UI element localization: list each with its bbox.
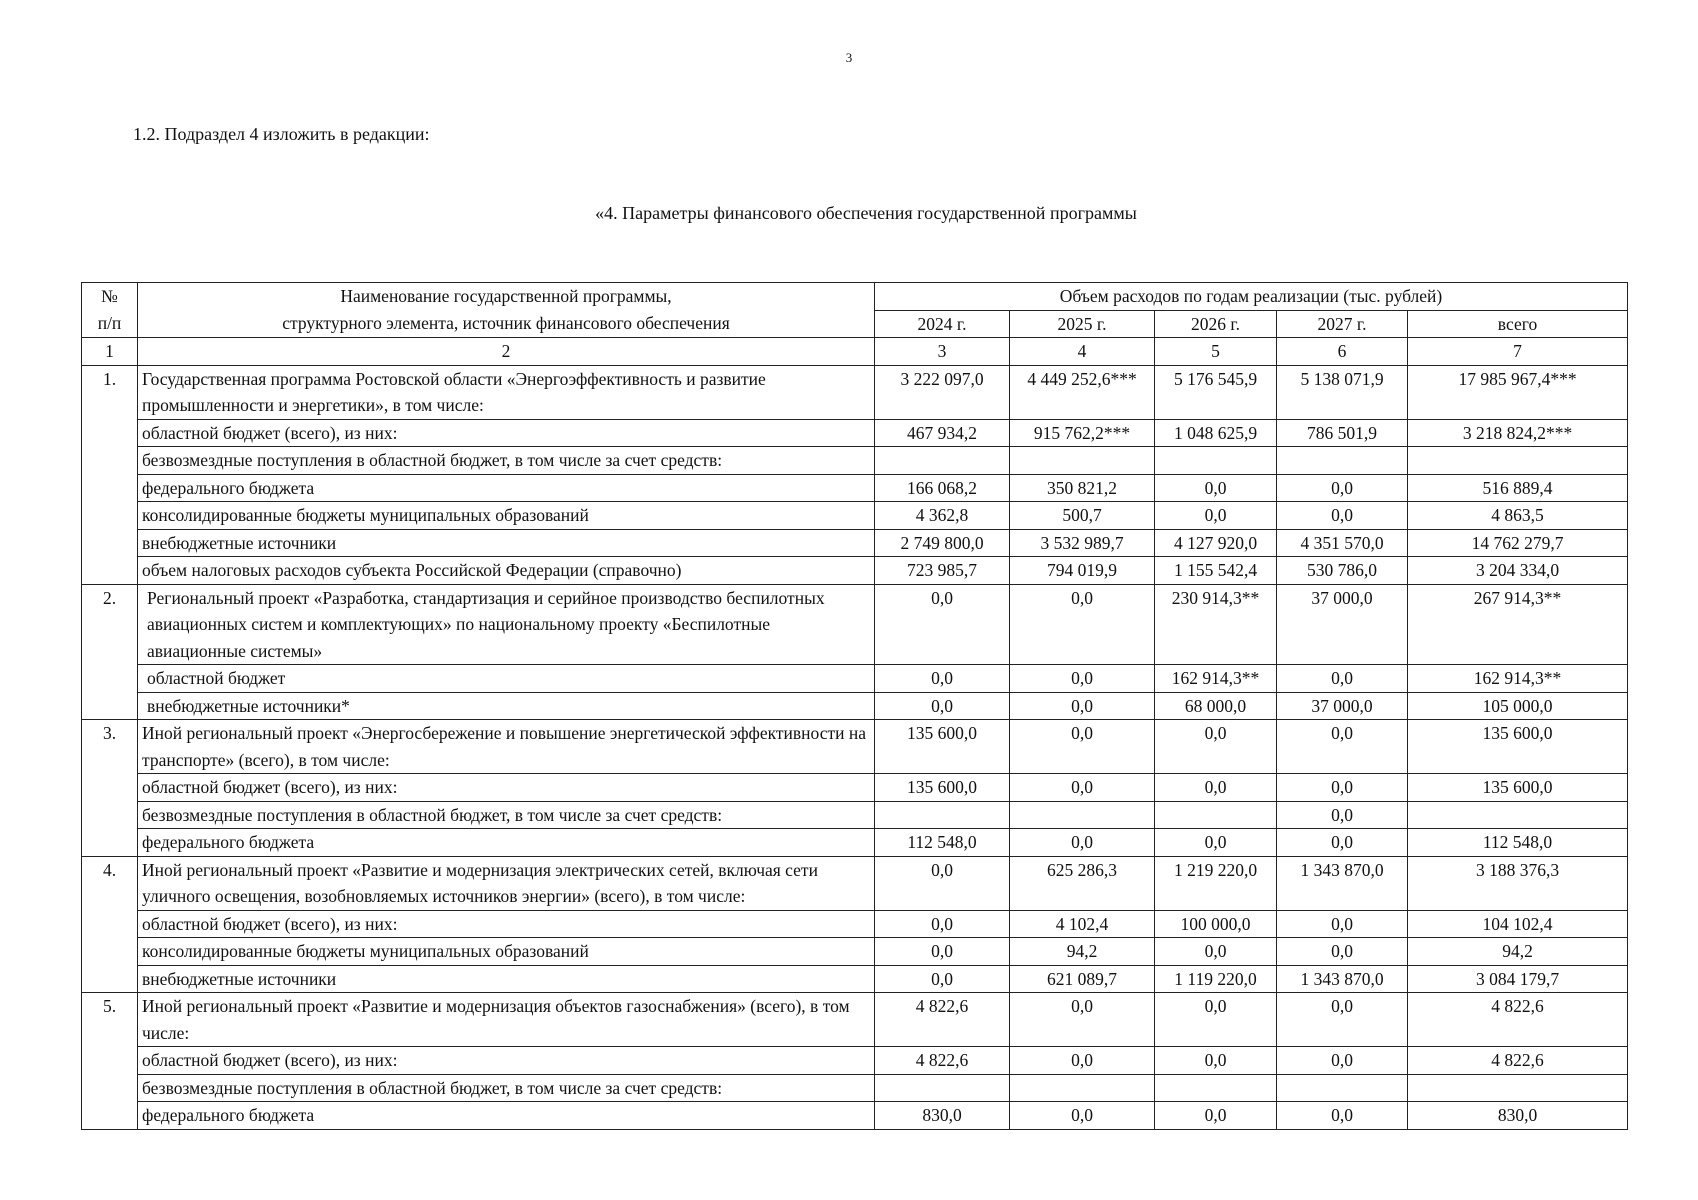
value-total: 4 822,6 [1408,1047,1628,1075]
financing-table [81,282,1628,1130]
value-year: 4 102,4 [1010,910,1155,938]
value-year: 1 048 625,9 [1155,419,1277,447]
value-year: 0,0 [1277,938,1408,966]
value-year: 0,0 [1010,720,1155,774]
value-year: 37 000,0 [1277,692,1408,720]
value-year: 0,0 [1277,829,1408,857]
value-year: 0,0 [1277,665,1408,693]
row-name: консолидированные бюджеты муниципальных образований [138,938,875,966]
header-total: всего [1408,310,1628,338]
value-year: 0,0 [875,584,1010,665]
value-year: 0,0 [1277,474,1408,502]
table-row [82,965,1628,993]
value-year: 0,0 [875,692,1010,720]
value-total: 3 188 376,3 [1408,856,1628,910]
value-year: 4 351 570,0 [1277,529,1408,557]
value-year: 915 762,2*** [1010,419,1155,447]
header-year: 2026 г. [1155,310,1277,338]
value-year: 94,2 [1010,938,1155,966]
row-name: Иной региональный проект «Развитие и модернизация объектов газоснабжения» (всего), в том числе: [138,993,875,1047]
value-year: 723 985,7 [875,557,1010,585]
value-year: 0,0 [1277,1102,1408,1130]
header-year: 2024 г. [875,310,1010,338]
table-row [82,365,1628,419]
value-year: 794 019,9 [1010,557,1155,585]
row-name: объем налоговых расходов субъекта Российской Федерации (справочно) [138,557,875,585]
value-total: 3 204 334,0 [1408,557,1628,585]
value-total [1408,801,1628,829]
section-heading: «4. Параметры финансового обеспечения государственной программы [595,203,1137,223]
row-name: консолидированные бюджеты муниципальных образований [138,502,875,530]
value-year: 100 000,0 [1155,910,1277,938]
value-year: 0,0 [1155,474,1277,502]
value-year: 0,0 [1010,665,1155,693]
table-row [82,502,1628,530]
table-row [82,801,1628,829]
value-year: 0,0 [875,938,1010,966]
value-year: 0,0 [875,910,1010,938]
value-year: 162 914,3** [1155,665,1277,693]
value-total [1408,1074,1628,1102]
column-number: 1 [82,338,138,366]
table-row [82,692,1628,720]
value-year: 0,0 [1155,502,1277,530]
table-row [82,1102,1628,1130]
value-year: 467 934,2 [875,419,1010,447]
row-number: 5. [82,993,138,1130]
table-row [82,910,1628,938]
table-row [82,720,1628,774]
value-year: 1 119 220,0 [1155,965,1277,993]
header-no [82,283,138,338]
value-year [1277,447,1408,475]
value-total: 17 985 967,4*** [1408,365,1628,419]
value-total: 516 889,4 [1408,474,1628,502]
value-total: 104 102,4 [1408,910,1628,938]
value-year: 350 821,2 [1010,474,1155,502]
row-name: Иной региональный проект «Энергосбережение и повышение энергетической эффективности на транспорте» (всего), в том числе: [138,720,875,774]
value-year: 0,0 [1010,774,1155,802]
value-total: 112 548,0 [1408,829,1628,857]
value-year: 5 138 071,9 [1277,365,1408,419]
value-total: 94,2 [1408,938,1628,966]
column-number: 2 [138,338,875,366]
value-total: 4 863,5 [1408,502,1628,530]
header-name [138,283,875,338]
row-name: Государственная программа Ростовской области «Энергоэффективность и развитие промышленности и энергетики», в том числе: [138,365,875,419]
value-year: 1 343 870,0 [1277,856,1408,910]
value-year [875,1074,1010,1102]
row-name: федерального бюджета [138,829,875,857]
table-row [82,419,1628,447]
value-year [1010,1074,1155,1102]
row-number: 3. [82,720,138,857]
value-year: 2 749 800,0 [875,529,1010,557]
value-year: 0,0 [1155,720,1277,774]
column-number: 7 [1408,338,1628,366]
table-row [82,774,1628,802]
header-no-line2: п/п [97,312,122,333]
column-number: 5 [1155,338,1277,366]
value-year: 830,0 [875,1102,1010,1130]
value-year: 0,0 [1010,993,1155,1047]
value-year: 0,0 [1277,1047,1408,1075]
value-year: 0,0 [1155,1047,1277,1075]
row-name: областной бюджет (всего), из них: [138,419,875,447]
value-year [1010,447,1155,475]
row-name: Региональный проект «Разработка, стандартизация и серийное производство беспилотных авиационных систем и комплектующих» по национальному проекту «Беспилотные авиационные системы» [138,584,875,665]
value-year: 0,0 [1155,993,1277,1047]
value-year: 135 600,0 [875,774,1010,802]
value-year: 0,0 [1010,1047,1155,1075]
value-year: 1 343 870,0 [1277,965,1408,993]
value-total [1408,447,1628,475]
value-year: 0,0 [1277,720,1408,774]
value-year: 0,0 [1010,1102,1155,1130]
column-numbers-row [82,338,1628,366]
value-year: 625 286,3 [1010,856,1155,910]
value-year: 5 176 545,9 [1155,365,1277,419]
value-year: 0,0 [1277,910,1408,938]
row-number: 2. [82,584,138,720]
value-year: 0,0 [875,965,1010,993]
header-name-line1: Наименование государственной программы, [340,286,672,306]
page-number: 3 [845,50,853,65]
intro-text: 1.2. Подраздел 4 изложить в редакции: [133,124,430,144]
table-row [82,665,1628,693]
value-year [875,801,1010,829]
row-name: областной бюджет (всего), из них: [138,1047,875,1075]
row-name: внебюджетные источники [138,965,875,993]
value-total: 14 762 279,7 [1408,529,1628,557]
value-total: 3 218 824,2*** [1408,419,1628,447]
value-year: 621 089,7 [1010,965,1155,993]
value-year: 0,0 [1277,993,1408,1047]
value-year: 4 362,8 [875,502,1010,530]
value-total: 4 822,6 [1408,993,1628,1047]
row-name: областной бюджет (всего), из них: [138,774,875,802]
table-row [82,938,1628,966]
table-row [82,856,1628,910]
value-total: 105 000,0 [1408,692,1628,720]
value-year: 4 822,6 [875,1047,1010,1075]
table-row [82,829,1628,857]
row-name: внебюджетные источники [138,529,875,557]
value-year: 0,0 [875,856,1010,910]
value-year: 4 127 920,0 [1155,529,1277,557]
value-year: 0,0 [1155,938,1277,966]
value-year: 0,0 [1010,584,1155,665]
value-year: 0,0 [1277,774,1408,802]
value-year [1277,1074,1408,1102]
value-year: 0,0 [1277,801,1408,829]
value-total: 162 914,3** [1408,665,1628,693]
value-year: 68 000,0 [1155,692,1277,720]
row-number: 4. [82,856,138,993]
value-year: 230 914,3** [1155,584,1277,665]
header-year: 2027 г. [1277,310,1408,338]
row-name: федерального бюджета [138,1102,875,1130]
header-volume: Объем расходов по годам реализации (тыс. рублей) [875,283,1628,311]
value-total: 830,0 [1408,1102,1628,1130]
value-year: 0,0 [1155,774,1277,802]
header-year: 2025 г. [1010,310,1155,338]
value-year: 166 068,2 [875,474,1010,502]
value-year: 1 155 542,4 [1155,557,1277,585]
table-row [82,529,1628,557]
table-body [82,365,1628,1129]
column-number: 4 [1010,338,1155,366]
value-year: 37 000,0 [1277,584,1408,665]
value-year [1010,801,1155,829]
value-year: 786 501,9 [1277,419,1408,447]
row-name: федерального бюджета [138,474,875,502]
value-year: 0,0 [875,665,1010,693]
value-year: 4 822,6 [875,993,1010,1047]
column-number: 6 [1277,338,1408,366]
value-year: 112 548,0 [875,829,1010,857]
table-row [82,1047,1628,1075]
header-name-line2: структурного элемента, источник финансового обеспечения [282,312,730,333]
value-total: 135 600,0 [1408,720,1628,774]
row-name: безвозмездные поступления в областной бюджет, в том числе за счет средств: [138,1074,875,1102]
table-row [82,557,1628,585]
value-year: 500,7 [1010,502,1155,530]
row-name: безвозмездные поступления в областной бюджет, в том числе за счет средств: [138,801,875,829]
value-year [1155,1074,1277,1102]
value-year: 3 532 989,7 [1010,529,1155,557]
value-year: 530 786,0 [1277,557,1408,585]
value-year: 0,0 [1010,692,1155,720]
table-row [82,474,1628,502]
header-no-line1: № [101,286,118,306]
row-name: внебюджетные источники* [138,692,875,720]
table-row [82,993,1628,1047]
value-year: 135 600,0 [875,720,1010,774]
row-number: 1. [82,365,138,584]
value-year: 0,0 [1155,829,1277,857]
value-year [1155,801,1277,829]
value-year: 1 219 220,0 [1155,856,1277,910]
row-name: областной бюджет (всего), из них: [138,910,875,938]
table-row [82,1074,1628,1102]
value-total: 135 600,0 [1408,774,1628,802]
column-number: 3 [875,338,1010,366]
value-year [1155,447,1277,475]
row-name: областной бюджет [138,665,875,693]
value-year: 0,0 [1277,502,1408,530]
value-year [875,447,1010,475]
value-total: 267 914,3** [1408,584,1628,665]
row-name: безвозмездные поступления в областной бюджет, в том числе за счет средств: [138,447,875,475]
value-year: 3 222 097,0 [875,365,1010,419]
value-total: 3 084 179,7 [1408,965,1628,993]
value-year: 0,0 [1010,829,1155,857]
value-year: 0,0 [1155,1102,1277,1130]
table-row [82,584,1628,665]
table-row [82,447,1628,475]
header-row [82,283,1628,311]
row-name: Иной региональный проект «Развитие и модернизация электрических сетей, включая сети уличного освещения, возобновляемых источников энергии» (всего), в том числе: [138,856,875,910]
value-year: 4 449 252,6*** [1010,365,1155,419]
